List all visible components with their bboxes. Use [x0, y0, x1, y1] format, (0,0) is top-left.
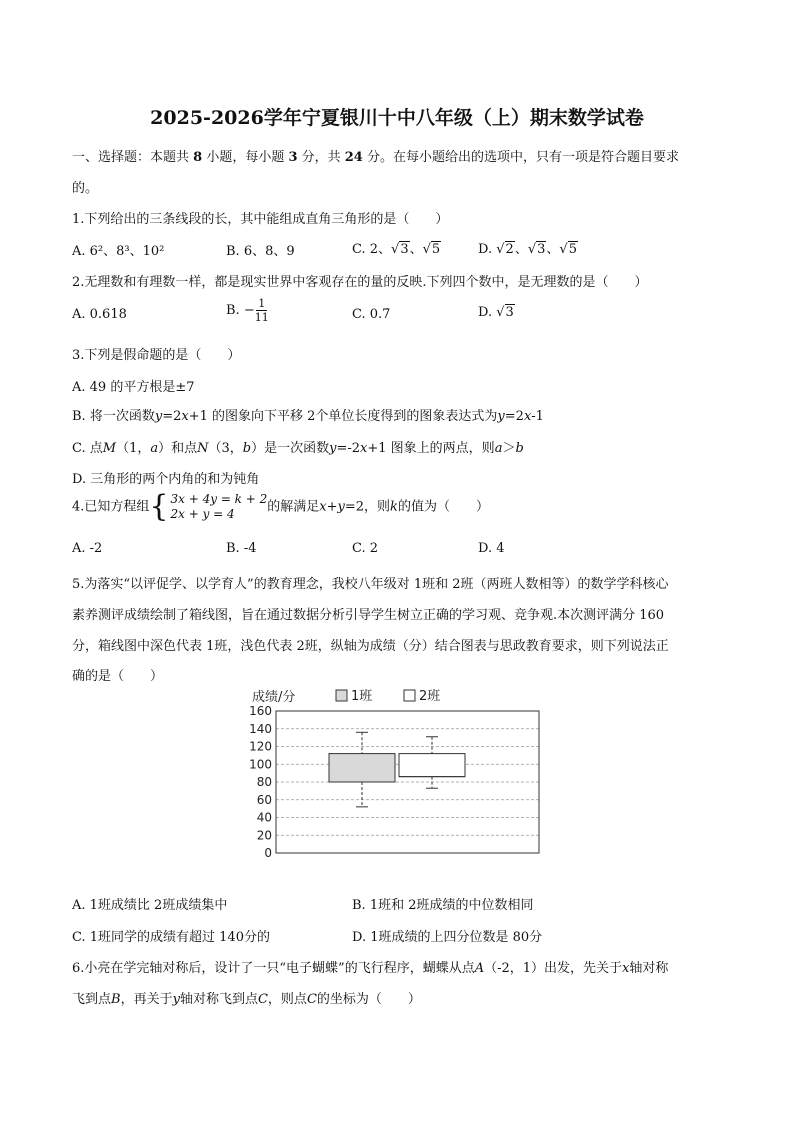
- sqrt-symbol: √3: [496, 305, 514, 320]
- radicand: 3: [400, 242, 409, 257]
- q4-option-b[interactable]: B. -4: [226, 541, 257, 556]
- q5-option-d[interactable]: D. 1班成绩的上四分位数是 80分: [352, 930, 543, 945]
- text: 轴对称飞到点: [179, 992, 258, 1007]
- text: （-2，1）出发，先关于: [484, 961, 623, 976]
- y-tick-label: 140: [249, 721, 272, 736]
- box-plot-chart: [236, 683, 556, 863]
- var: k: [390, 499, 398, 515]
- var: x: [360, 441, 368, 456]
- y-tick-label: 60: [256, 792, 272, 807]
- option-label: D.: [478, 242, 493, 257]
- text: +1 的图象向下平移 2个单位长度得到的图象表达式为: [188, 409, 498, 424]
- text: 的解满足: [267, 499, 320, 515]
- var: a: [150, 441, 159, 456]
- var: x+y: [319, 499, 345, 515]
- text: =2，则: [344, 499, 391, 515]
- q5-option-b[interactable]: B. 1班和 2班成绩的中位数相同: [352, 898, 534, 913]
- q1-option-d[interactable]: [478, 238, 578, 257]
- q4-option-a[interactable]: A. -2: [72, 541, 103, 556]
- q1-option-b[interactable]: B. 6、8、9: [226, 244, 295, 259]
- q2-option-b[interactable]: [226, 297, 269, 324]
- separator: 、: [409, 242, 423, 257]
- text: ＞: [502, 441, 516, 456]
- legend-swatch: [336, 690, 347, 701]
- radicand: 5: [431, 242, 441, 257]
- question-5-line-4: 确的是（ ）: [72, 669, 164, 684]
- option-label: C. 2、: [352, 242, 392, 257]
- y-axis-label: 成绩/分: [252, 690, 296, 705]
- q4-option-c[interactable]: C. 2: [352, 541, 379, 556]
- q2-option-c[interactable]: [352, 307, 390, 322]
- question-5-line-1: 5.为落实“以评促学、以学育人”的教育理念，我校八年级对 1班和 2班（两班人数相等）的数学学科核心: [72, 577, 669, 592]
- q3-option-a[interactable]: A. 49 的平方根是±7: [72, 380, 195, 395]
- q3-option-d[interactable]: D. 三角形的两个内角的和为钝角: [72, 472, 260, 487]
- box-1: [329, 754, 395, 782]
- equation-2: 2x + y = 4: [170, 507, 235, 521]
- fraction: [255, 297, 269, 324]
- left-brace: {: [149, 489, 169, 524]
- text: （1，: [116, 441, 151, 456]
- var: b: [515, 441, 524, 456]
- equation-1: 3x + 4y = k + 2: [170, 492, 268, 506]
- option-label: D.: [478, 305, 493, 320]
- text: 的坐标为（ ）: [316, 992, 421, 1007]
- text: =2: [162, 409, 182, 424]
- separator: 、: [514, 242, 528, 257]
- var: N: [197, 441, 209, 456]
- legend-label: 1班: [351, 689, 373, 704]
- radicand: 2: [505, 242, 514, 257]
- question-4-stem: [72, 489, 489, 524]
- q1-option-a[interactable]: A. 6²、8³、10²: [72, 244, 165, 259]
- y-tick-label: 20: [256, 828, 272, 843]
- text: 的值为（ ）: [397, 499, 489, 515]
- y-tick-label: 120: [249, 739, 272, 754]
- var: y: [329, 441, 337, 456]
- text: =-2: [336, 441, 361, 456]
- equation-system: [149, 489, 268, 524]
- var: y: [172, 992, 180, 1007]
- q2-option-d[interactable]: [478, 305, 515, 320]
- y-tick-label: 160: [249, 704, 272, 718]
- y-tick-label: 100: [249, 757, 272, 772]
- text: ，再关于: [120, 992, 173, 1007]
- var: M: [102, 441, 117, 456]
- text: +1 图象上的两点，则: [367, 441, 495, 456]
- q4-option-d[interactable]: D. 4: [478, 541, 505, 556]
- sqrt-symbol: √3: [527, 242, 546, 257]
- repeating-decimal: 0.7̇: [369, 307, 391, 322]
- var: x: [523, 409, 532, 424]
- question-5-line-3: 分，箱线图中深色代表 1班，浅色代表 2班，纵轴为成绩（分）结合图表与思政教育要求，则下列说法正: [72, 639, 669, 654]
- var: y: [154, 409, 163, 424]
- question-5-line-2: 素养测评成绩绘制了箱线图，旨在通过数据分析引导学生树立正确的学习观、竞争观.本次测评满分 160: [72, 608, 665, 623]
- y-tick-label: 0: [264, 846, 272, 860]
- total-score: 24: [344, 150, 363, 165]
- text: ）和点: [158, 441, 198, 456]
- text: 轴对称: [629, 961, 669, 976]
- q1-option-c[interactable]: [352, 238, 441, 257]
- var: B: [111, 992, 121, 1007]
- q3-option-b[interactable]: [72, 405, 544, 424]
- text: =2: [504, 409, 524, 424]
- text: 飞到点: [72, 992, 112, 1007]
- radicand: 3: [537, 242, 546, 257]
- intro-text: 分，共: [297, 150, 345, 165]
- var: C: [257, 992, 268, 1007]
- question-6-line-1: [72, 957, 668, 976]
- denominator: 11: [254, 311, 269, 324]
- minus-sign: −: [243, 303, 255, 318]
- y-tick-label: 40: [256, 810, 272, 825]
- text: C. 点: [72, 441, 103, 456]
- text: 4.已知方程组: [72, 499, 150, 515]
- page-title: 2025-2026学年宁夏银川十中八年级（上）期末数学试卷: [150, 107, 644, 129]
- text: 6.小亮在学完轴对称后，设计了一只“电子蝴蝶”的飞行程序，蝴蝶从点: [72, 961, 475, 976]
- question-count: 8: [193, 150, 203, 165]
- per-question-score: 3: [288, 150, 298, 165]
- question-2-stem: 2.无理数和有理数一样，都是现实世界中客观存在的量的反映.下列四个数中，是无理数的是（ ）: [72, 275, 648, 290]
- text: ）是一次函数: [251, 441, 330, 456]
- box-2: [399, 754, 465, 777]
- var: A: [474, 961, 485, 976]
- q5-option-c[interactable]: C. 1班同学的成绩有超过 140分的: [72, 930, 270, 945]
- var: a: [494, 441, 503, 456]
- text: （3，: [208, 441, 243, 456]
- intro-text: 分。在每小题给出的选项中，只有一项是符合题目要求: [362, 150, 679, 165]
- section-intro: [72, 146, 679, 165]
- radicand: 3: [505, 305, 514, 320]
- q3-option-c[interactable]: [72, 437, 524, 456]
- var: x: [181, 409, 189, 424]
- question-3-stem: 3.下列是假命题的是（ ）: [72, 348, 241, 363]
- sqrt-symbol: √2: [496, 242, 514, 257]
- option-label: B.: [226, 303, 240, 318]
- text: ，则点: [267, 992, 307, 1007]
- var: b: [242, 441, 252, 456]
- var: C: [306, 992, 317, 1007]
- sqrt-symbol: √5: [422, 242, 441, 257]
- y-tick-label: 80: [256, 775, 272, 789]
- text: B. 将一次函数: [72, 409, 155, 424]
- q2-option-a[interactable]: A. 0.618: [72, 307, 127, 322]
- legend-swatch: [404, 690, 415, 701]
- var: y: [497, 409, 505, 424]
- separator: 、: [546, 242, 560, 257]
- section-intro-end: 的。: [72, 181, 99, 196]
- question-6-line-2: [72, 988, 421, 1007]
- legend-label: 2班: [419, 689, 441, 704]
- text: -1: [531, 409, 544, 424]
- option-label: C.: [352, 307, 366, 322]
- sqrt-symbol: √5: [559, 242, 577, 257]
- sqrt-symbol: √3: [391, 242, 409, 257]
- question-1-stem: 1.下列给出的三条线段的长，其中能组成直角三角形的是（ ）: [72, 212, 449, 227]
- radicand: 5: [568, 242, 577, 257]
- numerator: 1: [258, 297, 266, 310]
- intro-text: 一、选择题：本题共: [72, 150, 194, 165]
- q5-option-a[interactable]: A. 1班成绩比 2班成绩集中: [72, 898, 228, 913]
- var: x: [622, 961, 630, 976]
- intro-text: 小题，每小题: [202, 150, 289, 165]
